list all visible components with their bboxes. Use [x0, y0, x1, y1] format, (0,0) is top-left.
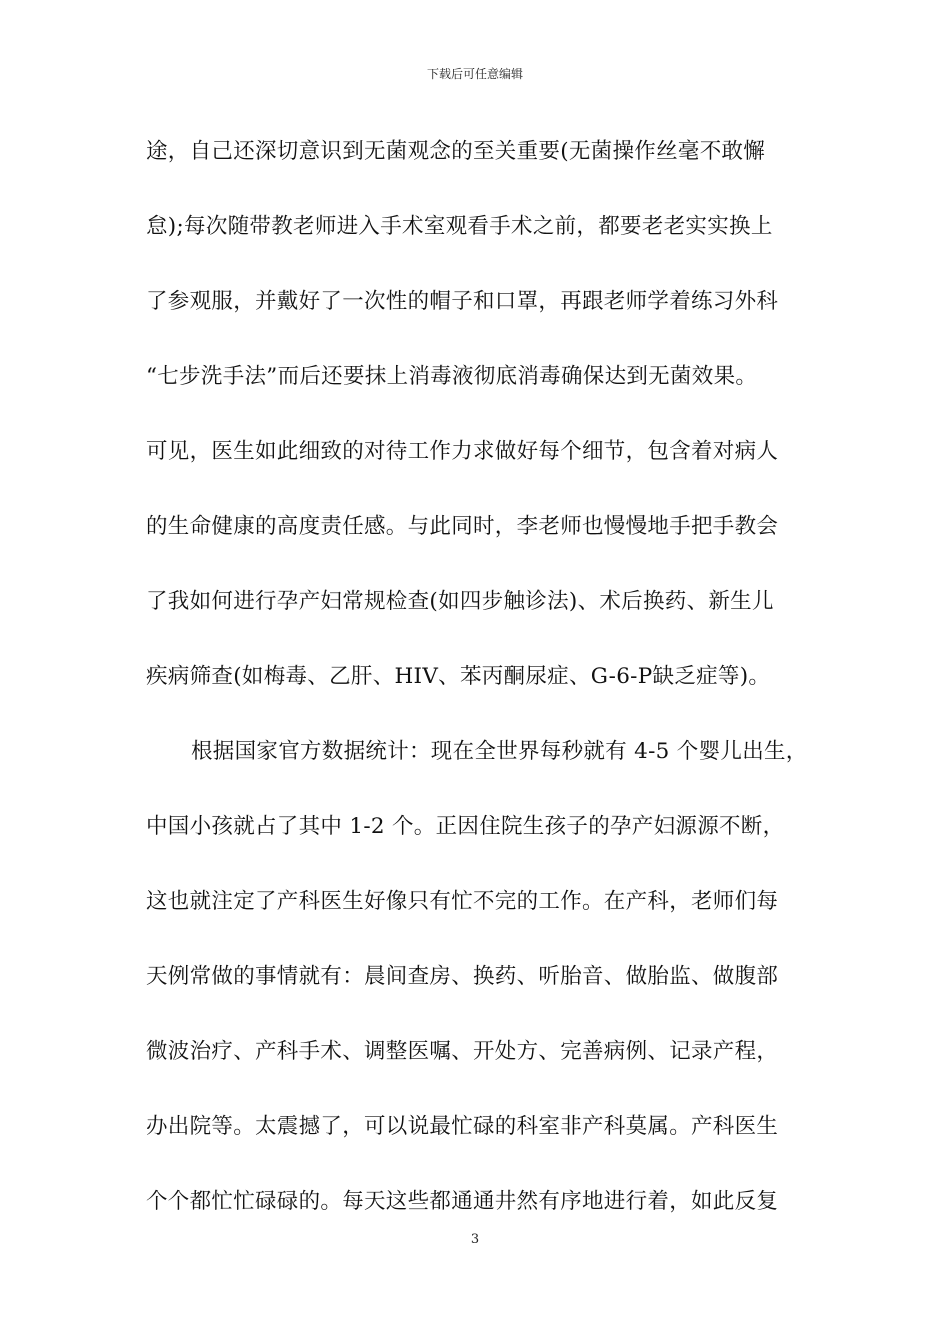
text-line: 微波治疗、产科手术、调整医嘱、开处方、完善病例、记录产程， — [146, 1039, 779, 1064]
page-header: 下载后可任意编辑 — [426, 67, 523, 81]
text-line: 办出院等。太震撼了，可以说最忙碌的科室非产科莫属。产科医生 — [146, 1114, 779, 1139]
text-line: 了我如何进行孕产妇常规检查(如四步触诊法)、术后换药、新生儿 — [146, 589, 774, 614]
text-line: 可见，医生如此细致的对待工作力求做好每个细节，包含着对病人 — [146, 439, 779, 464]
text-line: 中国小孩就占了其中 1-2 个。正因住院生孩子的孕产妇源源不断， — [146, 814, 785, 839]
page-number: 3 — [470, 1232, 480, 1247]
text-line: 了参观服，并戴好了一次性的帽子和口罩，再跟老师学着练习外科 — [146, 289, 779, 314]
text-line: 疾病筛查(如梅毒、乙肝、HIV、苯丙酮尿症、G-6-P缺乏症等)。 — [146, 664, 771, 689]
text-line: 怠);每次随带教老师进入手术室观看手术之前，都要老老实实换上 — [146, 214, 773, 239]
text-line: 个个都忙忙碌碌的。每天这些都通通井然有序地进行着，如此反复 — [146, 1189, 779, 1214]
text-line: “七步洗手法”而后还要抹上消毒液彻底消毒确保达到无菌效果。 — [146, 364, 758, 389]
text-line: 途，自己还深切意识到无菌观念的至关重要(无菌操作丝毫不敢懈 — [146, 139, 766, 164]
text-line: 天例常做的事情就有：晨间查房、换药、听胎音、做胎监、做腹部 — [146, 964, 779, 989]
text-line: 这也就注定了产科医生好像只有忙不完的工作。在产科，老师们每 — [146, 889, 779, 914]
paragraph-first-line: 根据国家官方数据统计：现在全世界每秒就有 4-5 个婴儿出生， — [191, 739, 808, 764]
text-line: 的生命健康的高度责任感。与此同时，李老师也慢慢地手把手教会 — [146, 514, 779, 539]
